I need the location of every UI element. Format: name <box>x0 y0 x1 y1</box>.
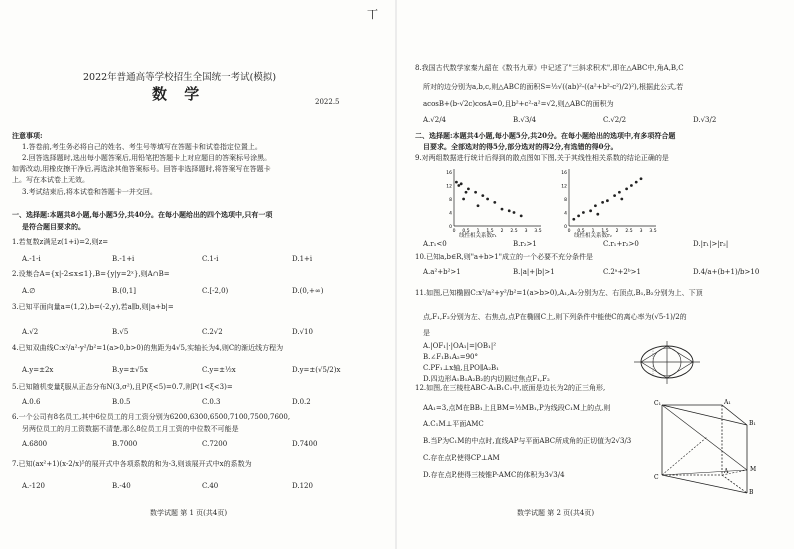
note-line: 3.考试结束后,将本试卷和答题卡一并交回。 <box>22 188 157 196</box>
page-footer: 数学试题 第 1 页(共4页) <box>150 509 228 517</box>
x-tick-label: 2 <box>615 229 619 234</box>
question-stem: acosB+(b-√2c)cosA=0,且b²+c²-a²=√2,则△ABC的面积为 <box>423 100 614 108</box>
question-stem: 5.已知随机变量ξ服从正态分布N(3,σ²),且P(ξ<5)=0.7,则P(1<ξ<3)= <box>12 383 233 391</box>
svg-text:M: M <box>750 466 757 473</box>
options-row <box>22 287 382 297</box>
section-heading: 目要求。全部选对的得5分,部分选对的得2分,有选错的得0分。 <box>423 142 618 151</box>
x-tick-label: 3.5 <box>649 229 657 234</box>
data-point <box>455 181 458 184</box>
x-tick-label: 2.5 <box>510 229 518 234</box>
x-tick-label: 2 <box>500 229 504 234</box>
data-point <box>467 187 470 190</box>
x-tick-label: 0.5 <box>577 229 585 234</box>
option-d: D.√3/2 <box>693 116 717 124</box>
options-row <box>22 440 382 450</box>
y-tick-label: 16 <box>561 171 567 176</box>
option-a: A.r₁<0 <box>423 240 447 248</box>
options-row <box>423 240 783 250</box>
y-tick-label: 4 <box>564 211 567 217</box>
options-row <box>22 482 382 492</box>
option-d: D.|r₁|>|r₂| <box>693 240 729 248</box>
option-c: C.2ᵃ+2ᵇ>1 <box>603 268 641 276</box>
section-heading: 一、选择题:本题共8小题,每小题5分,共40分。在每小题给出的四个选项中,只有一项 <box>12 210 273 219</box>
graph2-caption: 线性相关系数r₂ <box>574 233 612 239</box>
option-b: B.y=±√5x <box>112 366 148 374</box>
data-point <box>508 209 511 212</box>
page-footer: 数学试题 第 2 页(共4页) <box>517 509 595 517</box>
option-d: D.(0,+∞) <box>292 287 324 295</box>
question-stem: 9.对两组数据进行统计后得到的散点图如下图,关于其线性相关系数的结论正确的是 <box>415 154 669 162</box>
exam-title: 2022年普通高等学校招生全国统一考试(模拟) <box>83 72 277 83</box>
option-b: B.(0,1] <box>112 287 136 295</box>
option-d: D.120 <box>292 482 313 490</box>
data-point <box>635 181 638 184</box>
y-tick-label: 12 <box>561 184 567 190</box>
option-c: C.40 <box>202 482 219 490</box>
options-row <box>423 268 783 278</box>
data-point <box>462 198 465 201</box>
note-line: 如需改动,用橡皮擦干净后,再选涂其他答案标号。回答非选择题时,将答案写在答题卡 <box>12 165 271 173</box>
header-mark: 丅 <box>367 8 378 21</box>
option-a: A.a²+b²>1 <box>423 268 461 276</box>
prism-figure <box>652 395 772 495</box>
subject-title: 数 学 <box>152 85 206 103</box>
question-stem: 2.设集合A={x|-2≤x≤1},B={y|y=2ˣ},则A∩B= <box>12 270 170 278</box>
question-stem: 另两位员工的月工资数据不清楚,那么8位员工月工资的中位数不可能是 <box>22 425 239 433</box>
x-tick-label: 3.5 <box>534 229 542 234</box>
data-point <box>589 209 592 212</box>
y-tick-label: 8 <box>564 198 567 203</box>
page-right <box>397 0 794 549</box>
option-c: C.存在点P,使得CP⊥AM <box>423 454 500 462</box>
data-point <box>474 191 477 194</box>
question-stem: 6.一个公司有8名员工,其中6位员工的月工资分别为6200,6300,6500,7100,7500,7600, <box>12 413 291 421</box>
x-tick-label: 0.5 <box>462 229 470 234</box>
option-a: A.-120 <box>22 482 46 490</box>
svg-text:C₁: C₁ <box>654 400 661 407</box>
y-tick-label: 4 <box>449 211 452 217</box>
option-b: B.0.5 <box>112 398 131 406</box>
option-d: D.4/a+(b+1)/b>10 <box>693 268 760 276</box>
data-point <box>513 211 516 214</box>
option-a: A.∅ <box>22 287 36 295</box>
data-point <box>582 211 585 214</box>
x-tick-label: 1 <box>476 229 480 234</box>
data-point <box>618 191 621 194</box>
data-point <box>625 187 628 190</box>
data-point <box>601 201 604 204</box>
option-c: C.√2/2 <box>603 116 627 124</box>
option-a: A.6800 <box>22 440 48 448</box>
data-point <box>620 198 623 201</box>
option-c: C.0.3 <box>202 398 221 406</box>
ellipse-figure <box>632 340 702 385</box>
option-c: C.PF₁⊥x轴,且PO∥A₂B₁ <box>423 364 499 372</box>
question-stem: 10.已知a,b∈R,则"a+b>1"成立的一个必要不充分条件是 <box>415 253 593 261</box>
data-point <box>465 191 468 194</box>
option-d: D.0.2 <box>292 398 311 406</box>
option-b: B.当P为C₁M的中点时,直线AP与平面ABC所成角的正切值为2√3/3 <box>423 437 632 445</box>
data-point <box>613 194 616 197</box>
svg-text:C: C <box>654 474 659 481</box>
option-d: D.y=±(√5/2)x <box>292 366 341 374</box>
option-a: A.-1-i <box>22 255 41 263</box>
svg-text:B₁: B₁ <box>749 420 756 427</box>
option-b: B.√3/4 <box>513 116 537 124</box>
option-d: D.√10 <box>292 328 313 336</box>
option-b: B.7000 <box>112 440 138 448</box>
data-point <box>640 177 643 180</box>
option-d: D.四边形A₁B₁A₂B₂的内切圆过焦点F₁,F₂ <box>423 375 550 383</box>
options-row <box>22 255 382 265</box>
data-point <box>594 204 597 207</box>
option-c: C.7200 <box>202 440 228 448</box>
option-a: A.C₁M⊥平面AMC <box>423 420 484 428</box>
y-tick-label: 12 <box>446 184 452 190</box>
x-tick-label: 0 <box>452 229 456 234</box>
note-line: 2.回答选择题时,选出每小题答案后,用铅笔把答题卡上对应题目的答案标号涂黑。 <box>22 154 272 162</box>
note-line: 上。写在本试卷上无效。 <box>12 176 89 184</box>
notes-heading: 注意事项: <box>12 131 43 140</box>
option-d: D.存在点P,使得三棱锥P-AMC的体积为3√3/4 <box>423 471 565 479</box>
data-point <box>477 204 480 207</box>
option-c: C.2√2 <box>202 328 223 336</box>
question-stem: 8.我国古代数学家秦九韶在《数书九章》中记述了"三斜求积术",即在△ABC中,角A,B,C <box>415 64 684 72</box>
option-b: B.-40 <box>112 482 131 490</box>
data-point <box>493 201 496 204</box>
data-point <box>577 214 580 217</box>
option-a: A.√2 <box>22 328 39 336</box>
note-line: 1.答卷前,考生务必将自己的姓名、考生号等填写在答题卡和试卷指定位置上。 <box>22 143 262 151</box>
question-stem: 1.若复数z满足z(1+i)=2,则z= <box>12 238 109 246</box>
y-tick-label: 16 <box>446 171 452 176</box>
option-a: A.|OF₁|·|OA₁|=|OB₁|² <box>423 342 497 350</box>
question-stem: 4.已知双曲线C:x²/a²-y²/b²=1(a>0,b>0)的焦距为4√5,实轴长为4,则C的渐近线方程为 <box>12 344 284 352</box>
question-stem: 所对的边分别为a,b,c,则△ABC的面积S=½√((ab)²-((a²+b²-c²)/2)²),根据此公式,若 <box>423 83 684 91</box>
option-b: B.∠F₁B₁A₂=90° <box>423 353 478 361</box>
x-tick-label: 1.5 <box>486 229 494 234</box>
svg-text:B: B <box>749 489 754 495</box>
svg-text:A₁: A₁ <box>724 399 731 406</box>
options-row <box>22 328 382 338</box>
question-stem: 7.已知(ax²+1)(x-2/x)⁵的展开式中各项系数的和为-3,则该展开式中x的系数为 <box>12 460 252 468</box>
option-b: B.|a|+|b|>1 <box>513 268 555 276</box>
option-c: C.[-2,0) <box>202 287 229 295</box>
y-tick-label: 0 <box>449 225 452 230</box>
question-stem: 12.如图,在三棱柱ABC-A₁B₁C₁中,底面是边长为2的正三角形, <box>415 384 606 392</box>
question-stem: AA₁=3,点M在BB₁上且BM=½MB₁,P为线段C₁M上的点,则 <box>423 404 611 412</box>
y-tick-label: 0 <box>564 225 567 230</box>
option-c: C.1-i <box>202 255 219 263</box>
question-stem: 3.已知平面向量a=(1,2),b=(-2,y),若a∥b,则|a+b|= <box>12 303 174 311</box>
option-d: D.1+i <box>292 255 313 263</box>
data-point <box>572 218 575 221</box>
svg-text:A: A <box>724 468 729 475</box>
option-a: A.y=±2x <box>22 366 54 374</box>
data-point <box>630 184 633 187</box>
x-tick-label: 2.5 <box>625 229 633 234</box>
data-point <box>457 184 460 187</box>
exam-date: 2022.5 <box>315 98 340 106</box>
option-b: B.√5 <box>112 328 129 336</box>
options-row <box>22 398 382 408</box>
options-row <box>423 116 783 126</box>
option-b: B.-1+i <box>112 255 135 263</box>
option-a: A.√2/4 <box>423 116 447 124</box>
data-point <box>501 208 504 211</box>
x-tick-label: 0 <box>567 229 571 234</box>
options-row <box>22 366 382 376</box>
question-stem: 11.如图,已知椭圆C:x²/a²+y²/b²=1(a>b>0),A₁,A₂分别为左、右顶点,B₁,B₂分别为上、下顶 <box>415 289 703 297</box>
data-point <box>481 194 484 197</box>
x-tick-label: 3 <box>524 229 528 234</box>
option-b: B.r₂>1 <box>513 240 537 248</box>
graph1-caption: 线性相关系数r₁ <box>459 233 497 239</box>
section-heading: 是符合题目要求的。 <box>22 222 85 231</box>
data-point <box>596 213 599 216</box>
option-c: C.y=±½x <box>202 366 236 374</box>
scatter-plot-2 <box>557 168 657 240</box>
option-c: C.r₁+r₂>0 <box>603 240 639 248</box>
scatter-plot-1 <box>442 168 542 240</box>
y-tick-label: 8 <box>449 198 452 203</box>
data-point <box>606 199 609 202</box>
section-heading: 二、选择题:本题共4小题,每小题5分,共20分。在每小题给出的选项中,有多项符合题 <box>415 131 676 140</box>
question-stem: 是 <box>423 329 430 337</box>
question-stem: 点,F₁,F₂分别为左、右焦点,点P在椭圆C上,则下列条件中能使C的离心率为(√5-1)/2的 <box>423 313 687 321</box>
data-point <box>520 214 523 217</box>
option-d: D.7400 <box>292 440 318 448</box>
data-point <box>486 198 489 201</box>
x-tick-label: 1.5 <box>601 229 609 234</box>
x-tick-label: 1 <box>591 229 595 234</box>
data-point <box>460 182 463 185</box>
option-a: A.0.6 <box>22 398 41 406</box>
x-tick-label: 3 <box>639 229 643 234</box>
